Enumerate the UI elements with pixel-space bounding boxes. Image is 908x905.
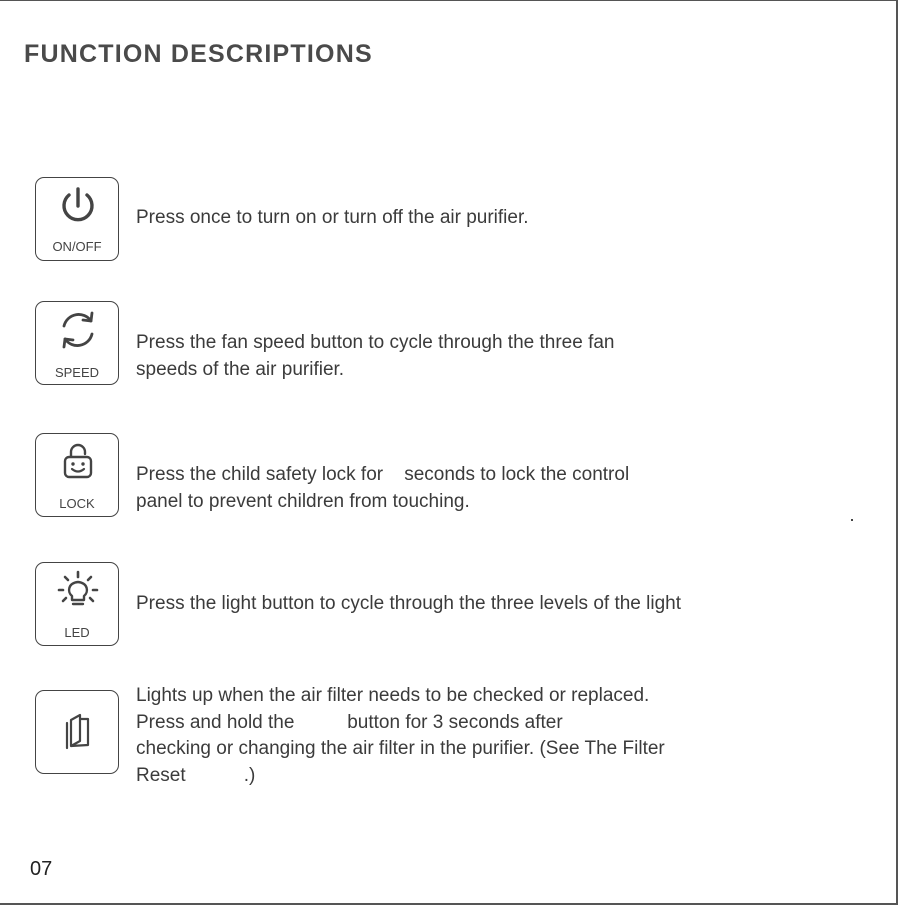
- power-description: [136, 205, 529, 232]
- speed-caption: SPEED: [54, 365, 100, 380]
- description-line: Reset .): [136, 764, 256, 786]
- filter-description: [136, 683, 665, 789]
- led-button-graphic: [35, 562, 119, 646]
- description-line: panel to prevent children from touching.: [136, 490, 470, 512]
- child-lock-icon: [58, 441, 98, 481]
- description-line: checking or changing the air filter in the purifier. (See The Filter: [136, 738, 665, 759]
- cycle-arrows-icon: [54, 306, 102, 354]
- filter-button-graphic: [35, 690, 119, 774]
- description-line: Press the light button to cycle through the three levels of the light: [136, 593, 681, 614]
- led-caption: LED: [64, 625, 90, 640]
- filter-icon: [58, 711, 98, 755]
- description-line: speeds of the air purifier.: [136, 358, 345, 380]
- led-description: [136, 591, 681, 618]
- light-bulb-icon: [56, 569, 100, 613]
- page-title: FUNCTION DESCRIPTIONS: [24, 40, 373, 68]
- power-button-graphic: [35, 177, 119, 261]
- power-caption: ON/OFF: [52, 239, 102, 254]
- page-border-right: [896, 0, 898, 905]
- description-line: Press once to turn on or turn off the air purifier.: [136, 207, 529, 228]
- speed-description: [136, 330, 614, 383]
- stray-dot: [851, 519, 853, 521]
- lock-description: [136, 462, 629, 515]
- speed-button-graphic: [35, 301, 119, 385]
- lock-caption: LOCK: [59, 496, 95, 511]
- power-icon: [56, 185, 100, 229]
- description-line: Press the child safety lock for seconds to lock the control: [136, 464, 630, 485]
- description-line: Press the fan speed button to cycle through the three fan: [136, 332, 615, 353]
- description-line: Lights up when the air filter needs to be checked or replaced.: [136, 685, 650, 706]
- page-border-top: [0, 0, 896, 1]
- page-number: 07: [30, 858, 53, 880]
- lock-button-graphic: [35, 433, 119, 517]
- description-line: Press and hold the button for 3 seconds after: [136, 711, 563, 733]
